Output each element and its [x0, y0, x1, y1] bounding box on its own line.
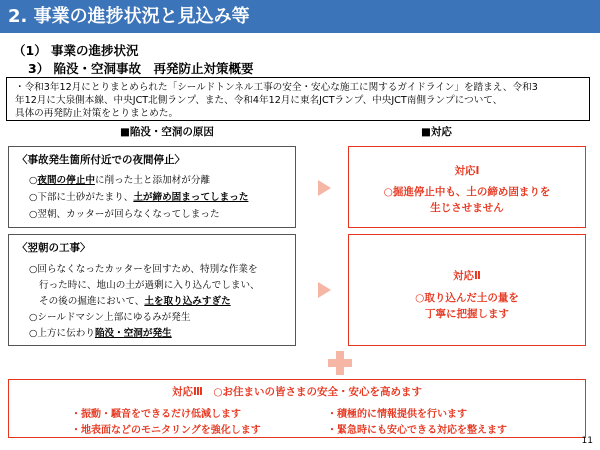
response-box-1	[348, 146, 586, 228]
response-item: ・振動・騒音をできるだけ低減します	[71, 409, 241, 420]
cause-line	[39, 295, 231, 308]
causes-header: ■陥没・空洞の原因	[120, 126, 214, 138]
emphasis-text: 陥没・空洞が発生	[94, 328, 172, 339]
emphasis-text: 土を取り込みすぎた	[144, 296, 231, 307]
arrow-right-icon	[318, 180, 331, 196]
cause-title: 〈事故発生箇所付近での夜間停止〉	[17, 154, 185, 166]
slide-header	[0, 0, 600, 33]
cause-text: ○下部に土砂がたまり、	[29, 192, 134, 203]
cause-box-next-morning	[8, 234, 296, 346]
response-title: 対応Ⅲ ○お住まいの皆さまの安全・安心を高めます	[171, 386, 423, 398]
bullet-text: ○	[29, 175, 38, 186]
cause-box-night-stop	[8, 146, 296, 228]
cause-line: 行った時に、地山の土が過剰に入り込んでしまい、	[39, 280, 260, 291]
cause-line: ○シールドマシン上部にゆるみが発生	[29, 312, 191, 323]
response-item: ・地表面などのモニタリングを強化します	[71, 425, 261, 436]
section-sub-subtitle: 3） 陥没・空洞事故 再発防止対策概要	[28, 61, 254, 76]
response-title: 対応Ⅱ	[453, 270, 481, 282]
intro-line: ・令和3年12月にとりまとめられた「シールドトンネル工事の安全・安心な施工に関するガイドライン」を踏まえ、令和3	[15, 82, 538, 93]
cause-line	[29, 327, 172, 340]
intro-line: 具体の再発防止対策をとりまとめた。	[15, 108, 179, 119]
cause-text: に削った土と添加材が分離	[94, 175, 211, 186]
plus-icon	[328, 359, 352, 367]
cause-line	[29, 191, 248, 204]
cause-line: ○回らなくなったカッターを回すため、特別な作業を	[29, 264, 258, 275]
section-subtitle: （1） 事業の進捗状況	[13, 43, 139, 58]
response-box-2	[348, 234, 586, 346]
response-item: ・緊急時にも安心できる対応を整えます	[327, 425, 507, 436]
arrow-right-icon	[318, 282, 331, 298]
page-number: 11	[581, 436, 593, 446]
response-line: ○取り込んだ土の量を	[415, 292, 519, 304]
cause-text: その後の掘進において、	[39, 296, 145, 307]
slide-title: 2. 事業の進捗状況と見込み等	[8, 6, 250, 27]
cause-line: ○翌朝、カッターが回らなくなってしまった	[29, 209, 220, 220]
response-line: 丁寧に把握します	[425, 308, 509, 320]
response-item: ・積極的に情報提供を行います	[327, 409, 467, 420]
response-box-3	[8, 379, 586, 438]
cause-text: ○上方に伝わり	[29, 328, 95, 339]
intro-line: 年12月に大泉側本線、中央JCT北側ランプ、また、令和4年12月に東名JCTランプ、中央JCT南側ランプについて、	[15, 95, 503, 106]
intro-box	[6, 77, 590, 121]
emphasis-text: 土が締め固まってしまった	[133, 192, 249, 203]
response-line: ○掘進停止中も、土の締め固まりを	[383, 186, 551, 198]
cause-title: 〈翌朝の工事〉	[17, 242, 91, 254]
response-line: 生じさせません	[430, 202, 504, 214]
response-title: 対応Ⅰ	[454, 165, 480, 177]
emphasis-text: 夜間の停止中	[37, 175, 95, 186]
responses-header: ■対応	[421, 126, 452, 138]
cause-line	[29, 174, 210, 187]
